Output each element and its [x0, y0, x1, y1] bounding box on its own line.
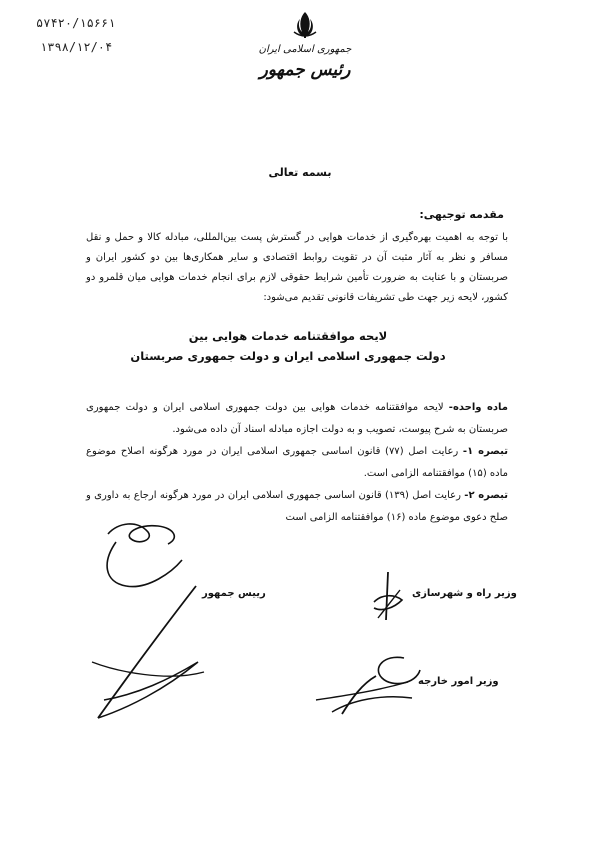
intro-heading: مقدمه توجیهی:	[419, 208, 504, 221]
intro-body: با توجه به اهمیت بهره‌گیری از خدمات هوایی در گسترش پست بین‌المللی، مبادله کالا و حمل و نقل مسافر و نظر به آثار مثبت آن در تقویت روابط اقتصادی و سایر همکاری‌ها بین دو کشور ایران و صربستان و با عنایت به ضرورت تأمین شرایط حقوقی لازم برای انجام خدمات هوایی میان قلمرو دو کشور، لایحه زیر جهت طی تشریفات قانونی تقدیم می‌شود:	[86, 232, 508, 303]
header-country: جمهوری اسلامی ایران	[258, 44, 352, 55]
note1-text: رعایت اصل (۷۷) قانون اساسی جمهوری اسلامی ایران در مورد هرگونه اصلاح موضوع ماده (۱۵) موافقتنامه الزامی است.	[86, 446, 508, 479]
bismillah: بسمه تعالی	[268, 166, 332, 179]
single-article	[86, 397, 508, 529]
article-label: ماده واحده-	[448, 402, 508, 413]
note2-label: تبصره ۲-	[464, 490, 509, 501]
bill-title-line1: لایحه موافقتنامه خدمات هوایی بین	[188, 329, 388, 343]
note2-text: رعایت اصل (۱۳۹) قانون اساسی جمهوری اسلامی ایران در مورد هرگونه ارجاع به داوری و صلح دعوی موضوع ماده (۱۶) موافقتنامه الزامی است	[86, 490, 508, 523]
roads-minister-title: وزیر راه و شهرسازی	[412, 588, 517, 599]
iran-emblem-icon	[288, 10, 322, 40]
letter-date: ۱۳۹۸/۱۲/۰۴	[40, 40, 113, 54]
reference-number: ۵۷۴۲۰/۱۵۶۶۱	[36, 16, 116, 30]
president-title: رییس جمهور	[202, 588, 266, 599]
foreign-minister-title: وزیر امور خارجه	[418, 676, 499, 687]
header-office: رئیس جمهور	[259, 60, 351, 80]
note1-label: تبصره ۱-	[462, 446, 508, 457]
roads-minister-signature	[368, 568, 408, 628]
foreign-minister-signature	[312, 648, 432, 720]
article-text: لایحه موافقتنامه خدمات هوایی بین دولت جمهوری اسلامی ایران و دولت جمهوری صربستان به شرح پیوست، تصویب و به دولت اجازه مبادله اسناد آن داده می‌شود.	[86, 402, 508, 435]
president-signature	[78, 512, 208, 742]
bill-title-line2: دولت جمهوری اسلامی ایران و دولت جمهوری صربستان	[130, 349, 446, 363]
